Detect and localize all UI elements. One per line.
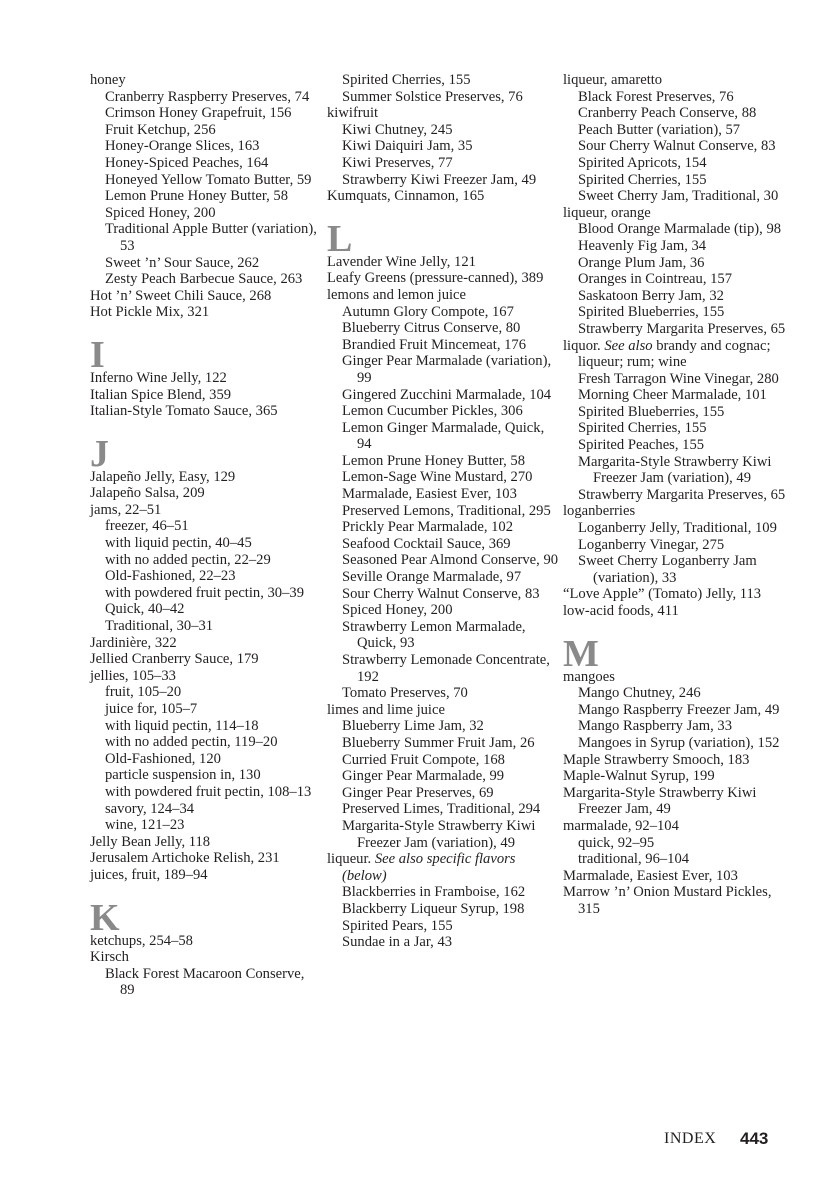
entry-text: Prickly Pear Marmalade, 102: [342, 519, 514, 536]
index-subentry: [327, 503, 559, 520]
index-entry: [563, 868, 795, 885]
index-subentry: [90, 205, 322, 222]
index-entry: [327, 287, 559, 304]
index-subentry: [90, 89, 322, 106]
index-subentry: [563, 255, 795, 272]
index-subentry: [327, 918, 559, 935]
index-subentry: [90, 585, 322, 602]
index-subentry: [563, 238, 795, 255]
index-subentry: [327, 337, 559, 354]
entry-text: Honey-Orange Slices, 163: [105, 138, 260, 155]
index-column-3: [563, 72, 795, 918]
entry-text: Mango Raspberry Freezer Jam, 49: [578, 701, 780, 718]
entry-text: Summer Solstice Preserves, 76: [342, 88, 523, 105]
entry-text: Marmalade, Easiest Ever, 103: [563, 867, 738, 884]
entry-text: Hot ’n’ Sweet Chili Sauce, 268: [90, 287, 272, 304]
entry-text: juice for, 105–7: [105, 701, 198, 717]
entry-text: Maple-Walnut Syrup, 199: [563, 768, 715, 785]
index-subentry: [327, 768, 559, 785]
entry-text: limes and lime juice: [327, 701, 445, 718]
entry-text: Loganberry Jelly, Traditional, 109: [578, 520, 777, 537]
index-entry: [90, 933, 322, 950]
index-subentry: [90, 767, 322, 784]
index-subentry: [563, 138, 795, 155]
entry-text: Marrow ’n’ Onion Mustard Pickles, 315: [563, 884, 772, 917]
entry-text: with liquid pectin, 114–18: [105, 717, 259, 734]
index-entry: [563, 768, 795, 785]
cross-reference: See also specific flavors (below): [342, 851, 516, 884]
index-entry: [327, 105, 559, 122]
index-subentry: [90, 271, 322, 288]
index-subentry: [90, 255, 322, 272]
entry-text: Jerusalem Artichoke Relish, 231: [90, 850, 280, 867]
entry-text: Lemon-Sage Wine Mustard, 270: [342, 469, 533, 486]
entry-text: Strawberry Margarita Preserves, 65: [578, 486, 786, 503]
entry-text: Blueberry Citrus Conserve, 80: [342, 320, 521, 337]
entry-text: Spirited Pears, 155: [342, 917, 453, 934]
entry-text: Blood Orange Marmalade (tip), 98: [578, 221, 782, 238]
entry-text: Cranberry Peach Conserve, 88: [578, 105, 757, 122]
index-subentry: [327, 619, 559, 652]
entry-text: Kiwi Daiquiri Jam, 35: [342, 138, 473, 155]
entry-text: Inferno Wine Jelly, 122: [90, 369, 227, 386]
index-subentry: [327, 569, 559, 586]
index-entry: [563, 338, 795, 371]
entry-text: liqueur, amaretto: [563, 72, 663, 88]
entry-text: Honey-Spiced Peaches, 164: [105, 154, 269, 171]
index-subentry: [563, 122, 795, 139]
entry-text: Kumquats, Cinnamon, 165: [327, 188, 485, 205]
index-subentry: [327, 353, 559, 386]
index-entry: [90, 370, 322, 387]
entry-text: particle suspension in, 130: [105, 767, 261, 784]
index-subentry: [327, 536, 559, 553]
index-subentry: [90, 535, 322, 552]
index-subentry: [90, 188, 322, 205]
entry-text: Autumn Glory Compote, 167: [342, 303, 514, 320]
entry-text: Crimson Honey Grapefruit, 156: [105, 105, 292, 122]
index-subentry: [327, 901, 559, 918]
entry-text: Sweet ’n’ Sour Sauce, 262: [105, 254, 260, 271]
entry-text: Mango Chutney, 246: [578, 685, 701, 702]
index-subentry: [327, 785, 559, 802]
index-subentry: [327, 685, 559, 702]
entry-text: liquor.: [563, 337, 605, 354]
entry-text: Peach Butter (variation), 57: [578, 121, 741, 138]
entry-text: with liquid pectin, 40–45: [105, 535, 252, 552]
entry-text: Black Forest Macaroon Conserve, 89: [105, 965, 305, 999]
entry-text: with no added pectin, 119–20: [105, 734, 278, 751]
index-subentry: [563, 271, 795, 288]
index-entry: [90, 668, 322, 685]
index-subentry: [327, 752, 559, 769]
entry-text: Quick, 40–42: [105, 601, 185, 618]
index-subentry: [327, 72, 559, 89]
index-subentry: [563, 288, 795, 305]
entry-text: Strawberry Lemonade Concentrate, 192: [342, 652, 550, 685]
index-subentry: [327, 652, 559, 685]
entry-text: Spirited Apricots, 154: [578, 154, 707, 171]
entry-text: Orange Plum Jam, 36: [578, 254, 705, 271]
index-subentry: [90, 618, 322, 635]
index-entry: [90, 834, 322, 851]
index-entry: [563, 205, 795, 222]
index-subentry: [90, 518, 322, 535]
index-entry: [563, 785, 795, 818]
letter-heading: K: [90, 896, 120, 939]
entry-text: with no added pectin, 22–29: [105, 551, 271, 568]
index-entry: [563, 586, 795, 603]
entry-text: Margarita-Style Strawberry Kiwi Freezer Jam (variation), 49: [342, 817, 536, 851]
index-subentry: [327, 735, 559, 752]
index-entry: [563, 818, 795, 835]
index-subentry: [327, 320, 559, 337]
entry-text: Spirited Blueberries, 155: [578, 403, 725, 420]
entry-text: Lemon Prune Honey Butter, 58: [105, 188, 289, 205]
index-subentry: [327, 469, 559, 486]
index-subentry: [327, 552, 559, 569]
index-subentry: [90, 817, 322, 834]
entry-text: Preserved Limes, Traditional, 294: [342, 801, 541, 818]
index-subentry: [563, 188, 795, 205]
index-subentry: [90, 172, 322, 189]
letter-heading: L: [327, 217, 353, 260]
entry-text: Sundae in a Jar, 43: [342, 934, 453, 951]
index-entry: [90, 850, 322, 867]
entry-text: Spirited Peaches, 155: [578, 437, 705, 454]
index-entry: [563, 669, 795, 686]
entry-text: savory, 124–34: [105, 800, 195, 817]
index-subentry: [327, 89, 559, 106]
index-subentry: [90, 734, 322, 751]
entry-text: liqueur.: [327, 851, 375, 868]
entry-text: Loganberry Vinegar, 275: [578, 536, 725, 553]
entry-text: Jalapeño Jelly, Easy, 129: [90, 468, 236, 485]
index-entry: [90, 485, 322, 502]
entry-text: marmalade, 92–104: [563, 817, 679, 834]
index-entry: [563, 503, 795, 520]
index-subentry: [563, 155, 795, 172]
entry-text: “Love Apple” (Tomato) Jelly, 113: [563, 586, 762, 603]
index-subentry: [90, 568, 322, 585]
entry-text: Blueberry Summer Fruit Jam, 26: [342, 734, 535, 751]
entry-text: Gingered Zucchini Marmalade, 104: [342, 386, 552, 403]
entry-text: Leafy Greens (pressure-canned), 389: [327, 270, 544, 287]
entry-text: loganberries: [563, 503, 636, 520]
entry-text: lemons and lemon juice: [327, 286, 467, 303]
index-subentry: [563, 735, 795, 752]
index-subentry: [327, 519, 559, 536]
index-subentry: [327, 586, 559, 603]
entry-text: jellies, 105–33: [90, 667, 176, 684]
letter-heading: M: [563, 632, 599, 675]
entry-text: Lavender Wine Jelly, 121: [327, 253, 476, 270]
index-subentry: [327, 884, 559, 901]
index-subentry: [563, 487, 795, 504]
entry-text: Traditional, 30–31: [105, 618, 214, 635]
entry-text: Jalapeño Salsa, 209: [90, 485, 205, 502]
entry-text: Saskatoon Berry Jam, 32: [578, 287, 724, 304]
index-subentry: [90, 684, 322, 701]
entry-text: Seville Orange Marmalade, 97: [342, 569, 522, 586]
index-subentry: [327, 138, 559, 155]
index-entry: [563, 72, 795, 89]
entry-text: Black Forest Preserves, 76: [578, 88, 734, 105]
index-subentry: [563, 553, 795, 586]
index-entry: [90, 867, 322, 884]
entry-text: with powdered fruit pectin, 108–13: [105, 783, 312, 800]
entry-text: Ginger Pear Preserves, 69: [342, 784, 494, 801]
index-subentry: [563, 685, 795, 702]
index-subentry: [563, 321, 795, 338]
index-subentry: [327, 122, 559, 139]
index-subentry: [327, 403, 559, 420]
entry-text: Kiwi Chutney, 245: [342, 121, 453, 138]
entry-text: Seasoned Pear Almond Conserve, 90: [342, 552, 559, 569]
index-entry: [327, 254, 559, 271]
letter-heading: J: [90, 432, 109, 475]
entry-text: Mango Raspberry Jam, 33: [578, 718, 733, 735]
index-subentry: [327, 602, 559, 619]
index-subentry: [90, 221, 322, 254]
cross-reference-targets: brandy and cognac; liqueur; rum; wine: [578, 337, 771, 371]
index-entry: [90, 72, 322, 89]
index-column-2: [327, 72, 559, 951]
index-subentry: [563, 537, 795, 554]
index-subentry: [327, 387, 559, 404]
entry-text: Jardinière, 322: [90, 634, 177, 651]
entry-text: Spiced Honey, 200: [342, 602, 453, 619]
entry-text: Marmalade, Easiest Ever, 103: [342, 486, 517, 503]
index-subentry: [327, 420, 559, 453]
entry-text: Spirited Blueberries, 155: [578, 304, 725, 321]
index-subentry: [90, 801, 322, 818]
entry-text: Blackberry Liqueur Syrup, 198: [342, 900, 525, 917]
page-number: 443: [740, 1129, 769, 1148]
entry-text: Seafood Cocktail Sauce, 369: [342, 535, 511, 552]
entry-text: Maple Strawberry Smooch, 183: [563, 751, 750, 768]
index-subentry: [90, 122, 322, 139]
entry-text: Sour Cherry Walnut Conserve, 83: [342, 585, 540, 602]
index-entry: [90, 387, 322, 404]
entry-text: Sweet Cherry Loganberry Jam (variation), 33: [578, 553, 757, 586]
entry-text: Fresh Tarragon Wine Vinegar, 280: [578, 370, 779, 387]
entry-text: mangoes: [563, 668, 615, 685]
index-entry: [563, 603, 795, 620]
entry-text: Sweet Cherry Jam, Traditional, 30: [578, 188, 779, 205]
entry-text: wine, 121–23: [105, 817, 185, 834]
index-subentry: [90, 138, 322, 155]
entry-text: Blueberry Lime Jam, 32: [342, 718, 484, 735]
entry-text: Italian Spice Blend, 359: [90, 386, 232, 403]
entry-text: Old-Fashioned, 22–23: [105, 568, 236, 585]
entry-text: Blackberries in Framboise, 162: [342, 884, 526, 901]
entry-text: Lemon Prune Honey Butter, 58: [342, 452, 526, 469]
entry-text: Zesty Peach Barbecue Sauce, 263: [105, 271, 303, 288]
entry-text: Kiwi Preserves, 77: [342, 154, 453, 171]
entry-text: Preserved Lemons, Traditional, 295: [342, 502, 551, 519]
entry-text: Margarita-Style Strawberry Kiwi Freezer Jam, 49: [563, 784, 757, 818]
entry-text: Strawberry Lemon Marmalade, Quick, 93: [342, 618, 526, 652]
entry-text: Tomato Preserves, 70: [342, 685, 468, 702]
entry-text: Brandied Fruit Mincemeat, 176: [342, 336, 527, 353]
index-subentry: [563, 835, 795, 852]
index-subentry: [90, 784, 322, 801]
letter-heading: I: [90, 333, 105, 376]
entry-text: traditional, 96–104: [578, 851, 690, 868]
index-subentry: [327, 304, 559, 321]
index-subentry: [90, 601, 322, 618]
index-subentry: [563, 420, 795, 437]
index-subentry: [563, 387, 795, 404]
entry-text: Sour Cherry Walnut Conserve, 83: [578, 138, 776, 155]
entry-text: Hot Pickle Mix, 321: [90, 304, 210, 321]
entry-text: Fruit Ketchup, 256: [105, 121, 216, 138]
entry-text: Strawberry Kiwi Freezer Jam, 49: [342, 171, 537, 188]
entry-text: Spirited Cherries, 155: [578, 171, 707, 188]
index-entry: [327, 270, 559, 287]
index-entry: [90, 502, 322, 519]
index-subentry: [327, 718, 559, 735]
index-entry: [327, 851, 559, 884]
index-entry: [563, 752, 795, 769]
index-subentry: [327, 172, 559, 189]
entry-text: freezer, 46–51: [105, 518, 189, 535]
entry-text: Kirsch: [90, 949, 129, 966]
entry-text: quick, 92–95: [578, 834, 655, 851]
index-subentry: [327, 818, 559, 851]
index-subentry: [90, 966, 322, 999]
index-subentry: [563, 105, 795, 122]
entry-text: Morning Cheer Marmalade, 101: [578, 387, 767, 404]
index-subentry: [563, 851, 795, 868]
index-subentry: [327, 801, 559, 818]
index-subentry: [563, 221, 795, 238]
entry-text: low-acid foods, 411: [563, 603, 679, 619]
cross-reference: See also: [604, 337, 653, 354]
index-subentry: [90, 552, 322, 569]
index-subentry: [563, 89, 795, 106]
index-subentry: [90, 751, 322, 768]
entry-text: Italian-Style Tomato Sauce, 365: [90, 403, 278, 420]
index-subentry: [563, 304, 795, 321]
entry-text: Spiced Honey, 200: [105, 204, 216, 221]
index-subentry: [563, 520, 795, 537]
entry-text: fruit, 105–20: [105, 684, 182, 701]
entry-text: Spirited Cherries, 155: [342, 72, 471, 88]
index-entry: [90, 403, 322, 420]
index-entry: [90, 949, 322, 966]
index-subentry: [90, 718, 322, 735]
index-subentry: [563, 718, 795, 735]
index-subentry: [563, 702, 795, 719]
entry-text: liqueur, orange: [563, 204, 651, 221]
entry-text: Oranges in Cointreau, 157: [578, 271, 733, 288]
entry-text: jams, 22–51: [90, 501, 162, 518]
index-subentry: [563, 454, 795, 487]
entry-text: Jellied Cranberry Sauce, 179: [90, 651, 259, 668]
entry-text: ketchups, 254–58: [90, 932, 193, 949]
entry-text: Mangoes in Syrup (variation), 152: [578, 734, 780, 751]
index-subentry: [90, 701, 322, 718]
entry-text: Spirited Cherries, 155: [578, 420, 707, 437]
index-subentry: [327, 453, 559, 470]
index-entry: [327, 702, 559, 719]
entry-text: Ginger Pear Marmalade (variation), 99: [342, 353, 552, 386]
entry-text: Margarita-Style Strawberry Kiwi Freezer Jam (variation), 49: [578, 453, 772, 487]
entry-text: Cranberry Raspberry Preserves, 74: [105, 88, 310, 105]
index-subentry: [563, 371, 795, 388]
index-entry: [563, 884, 795, 917]
entry-text: juices, fruit, 189–94: [90, 866, 208, 883]
entry-text: honey: [90, 72, 126, 88]
entry-text: Lemon Cucumber Pickles, 306: [342, 403, 523, 420]
index-subentry: [327, 486, 559, 503]
index-entry: [90, 469, 322, 486]
index-entry: [90, 288, 322, 305]
entry-text: Old-Fashioned, 120: [105, 750, 221, 767]
index-subentry: [563, 437, 795, 454]
index-subentry: [90, 155, 322, 172]
entry-text: Ginger Pear Marmalade, 99: [342, 768, 505, 785]
entry-text: Curried Fruit Compote, 168: [342, 751, 505, 768]
entry-text: Honeyed Yellow Tomato Butter, 59: [105, 171, 312, 188]
entry-text: Lemon Ginger Marmalade, Quick, 94: [342, 419, 545, 453]
entry-text: kiwifruit: [327, 105, 379, 122]
index-subentry: [327, 934, 559, 951]
entry-text: Heavenly Fig Jam, 34: [578, 237, 707, 254]
entry-text: Strawberry Margarita Preserves, 65: [578, 320, 786, 337]
index-column-1: [90, 72, 322, 999]
index-subentry: [327, 155, 559, 172]
entry-text: with powdered fruit pectin, 30–39: [105, 584, 304, 601]
index-entry: [90, 304, 322, 321]
index-subentry: [90, 105, 322, 122]
entry-text: Traditional Apple Butter (variation), 53: [105, 221, 317, 254]
index-subentry: [563, 404, 795, 421]
index-entry: [327, 188, 559, 205]
index-subentry: [563, 172, 795, 189]
index-entry: [90, 635, 322, 652]
index-entry: [90, 651, 322, 668]
running-footer-section: INDEX: [664, 1130, 717, 1147]
entry-text: Jelly Bean Jelly, 118: [90, 833, 211, 850]
